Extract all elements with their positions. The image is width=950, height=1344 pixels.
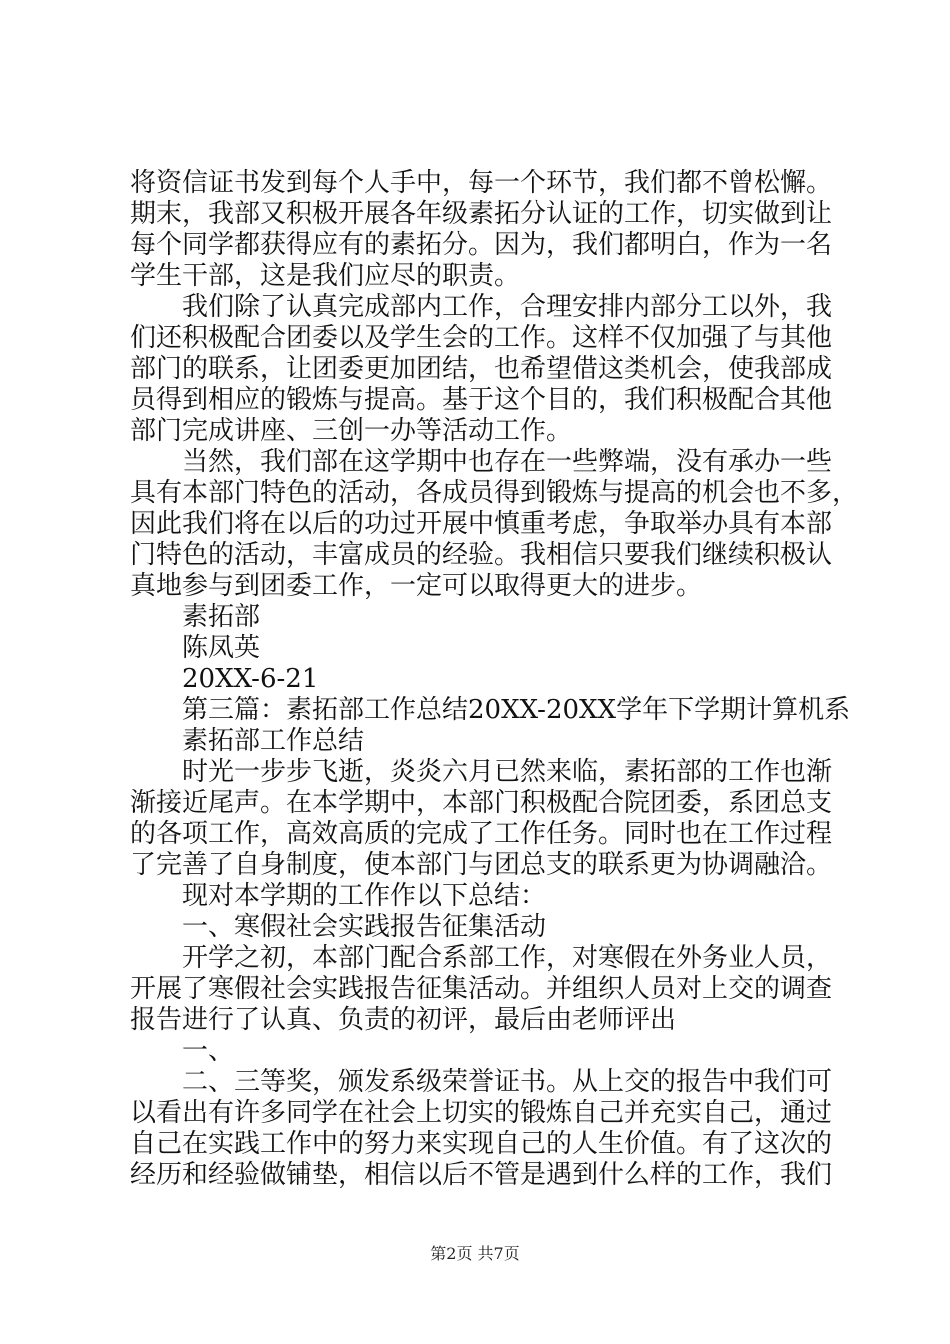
text-line: 部门的联系，让团委更加团结，也希望借这类机会，使我部成: [130, 354, 833, 384]
text-line: 们还积极配合团委以及学生会的工作。这样不仅加强了与其他: [130, 323, 833, 353]
text-line: 经历和经验做铺垫，相信以后不管是遇到什么样的工作，我们: [130, 1160, 833, 1190]
text-line: 渐接近尾声。在本学期中，本部门积极配合院团委，系团总支: [130, 788, 833, 818]
signature-department: 素拓部: [182, 602, 261, 632]
text-line: 的各项工作，高效高质的完成了工作任务。同时也在工作过程: [130, 819, 833, 849]
text-line: 了完善了自身制度，使本部门与团总支的联系更为协调融洽。: [130, 850, 833, 880]
text-line: 开展了寒假社会实践报告征集活动。并组织人员对上交的调查: [130, 974, 833, 1004]
text-line: 门特色的活动，丰富成员的经验。我相信只要我们继续积极认: [130, 540, 833, 570]
text-line: 期末，我部又积极开展各年级素拓分认证的工作，切实做到让: [130, 199, 833, 229]
text-line: 学生干部，这是我们应尽的职责。: [130, 261, 521, 291]
section-heading: 第三篇：素拓部工作总结20XX-20XX学年下学期计算机系: [182, 695, 851, 725]
text-line: 当然，我们部在这学期中也存在一些弊端，没有承办一些: [182, 447, 833, 477]
text-line: 员得到相应的锻炼与提高。基于这个目的，我们积极配合其他: [130, 385, 833, 415]
text-line: 每个同学都获得应有的素拓分。因为，我们都明白，作为一名: [130, 230, 833, 260]
page-number-footer: 第2页 共7页: [430, 1244, 520, 1263]
text-line: 开学之初，本部门配合系部工作，对寒假在外务业人员，: [182, 943, 833, 973]
text-line: 具有本部门特色的活动，各成员得到锻炼与提高的机会也不多，: [130, 478, 859, 508]
text-line: 自己在实践工作中的努力来实现自己的人生价值。有了这次的: [130, 1129, 833, 1159]
text-line: 二、三等奖，颁发系级荣誉证书。从上交的报告中我们可: [182, 1067, 833, 1097]
text-line: 我们除了认真完成部内工作，合理安排内部分工以外，我: [182, 292, 833, 322]
signature-date: 20XX-6-21: [182, 664, 319, 694]
text-line: 一、: [182, 1036, 235, 1066]
text-line: 将资信证书发到每个人手中，每一个环节，我们都不曾松懈。: [130, 168, 833, 198]
signature-author: 陈凤英: [182, 633, 261, 663]
subsection-heading: 一、寒假社会实践报告征集活动: [182, 912, 547, 942]
text-line: 部门完成讲座、三创一办等活动工作。: [130, 416, 573, 446]
text-line: 因此我们将在以后的功过开展中慎重考虑，争取举办具有本部: [130, 509, 833, 539]
text-line: 真地参与到团委工作，一定可以取得更大的进步。: [130, 571, 703, 601]
section-heading-continued: 素拓部工作总结: [182, 726, 365, 756]
document-body: [130, 168, 859, 1191]
text-line: 以看出有许多同学在社会上切实的锻炼自己并充实自己，通过: [130, 1098, 833, 1128]
text-line: 现对本学期的工作作以下总结：: [182, 881, 547, 911]
text-line: 时光一步步飞逝，炎炎六月已然来临，素拓部的工作也渐: [182, 757, 833, 787]
text-line: 报告进行了认真、负责的初评，最后由老师评出: [130, 1005, 677, 1035]
